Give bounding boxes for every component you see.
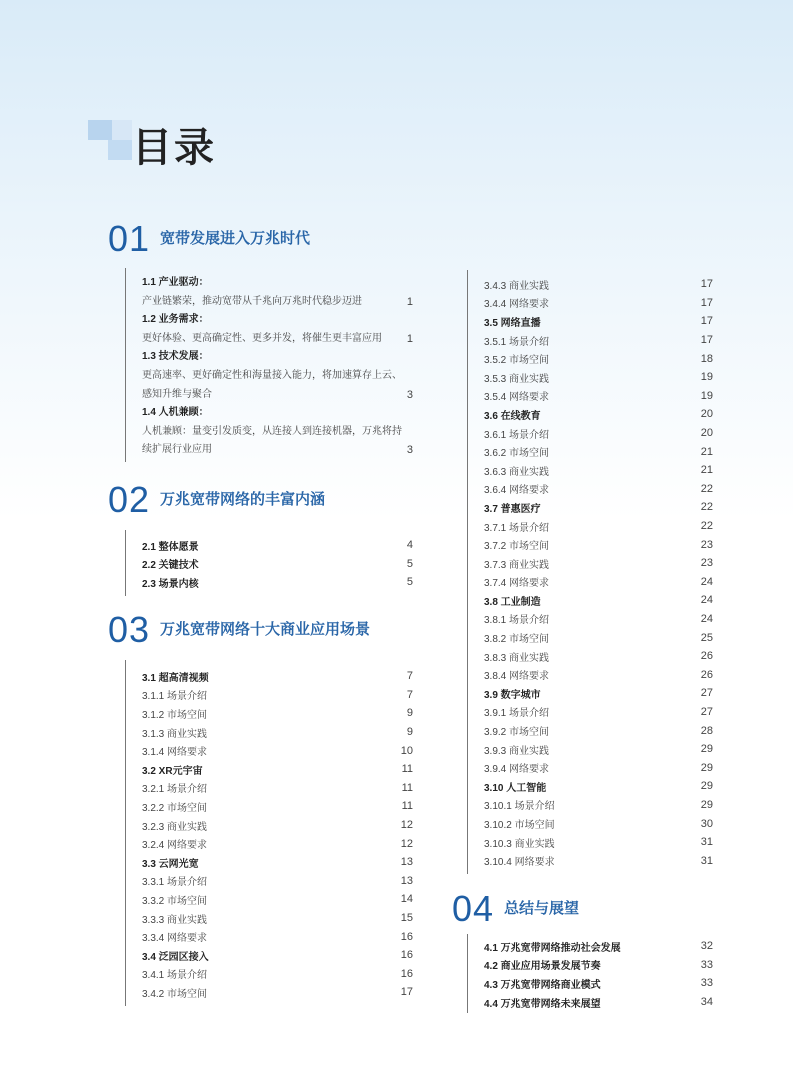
toc-entry-major[interactable] [142, 573, 413, 592]
toc-entry-label: 3.4.4 网络要求 [484, 299, 550, 311]
toc-page-number: 22 [700, 501, 713, 514]
toc-entry[interactable] [484, 517, 713, 536]
toc-entry[interactable] [484, 758, 713, 777]
toc-entry-label: 3.3.2 市场空间 [142, 895, 208, 907]
toc-page-number: 22 [700, 482, 713, 495]
toc-entry-label: 3.7.2 市场空间 [484, 541, 550, 553]
toc-page-number: 13 [400, 874, 413, 887]
section-02-header [108, 479, 325, 521]
toc-page-number: 27 [700, 687, 713, 700]
toc-entry-label: 3.8.2 市场空间 [484, 634, 550, 646]
toc-entry[interactable] [142, 779, 413, 798]
toc-entry[interactable] [484, 461, 713, 480]
toc-entry-description-row [142, 423, 413, 460]
toc-entry-label: 3.6.4 网络要求 [484, 485, 550, 497]
toc-entry-label: 3.10.3 商业实践 [484, 838, 555, 850]
toc-page-number: 11 [401, 781, 413, 794]
toc-entry-label: 4.2 商业应用场景发展节奏 [484, 961, 601, 973]
toc-entry[interactable] [142, 965, 413, 984]
toc-entry-label: 2.3 场景内核 [142, 578, 199, 590]
toc-entry-label: 3.7.1 场景介绍 [484, 522, 550, 534]
section-number: 04 [452, 888, 495, 929]
toc-entry-label: 3.1.2 市场空间 [142, 709, 208, 721]
toc-page-number: 34 [700, 996, 713, 1009]
toc-entry-label: 3.8.4 网络要求 [484, 671, 550, 683]
toc-entry-label: 3.4.2 市场空间 [142, 988, 208, 1000]
toc-entry-description-row [142, 330, 413, 349]
section-title: 万兆宽带网络十大商业应用场景 [160, 621, 371, 638]
toc-entry-label: 3.10.4 网络要求 [484, 857, 555, 869]
section-number: 02 [108, 479, 151, 520]
toc-page-number: 23 [700, 538, 713, 551]
toc-page-number: 20 [700, 408, 713, 421]
toc-entry-major[interactable] [142, 555, 413, 574]
toc-entry-label: 3.7.3 商业实践 [484, 559, 550, 571]
toc-section-03-left [125, 660, 413, 1006]
toc-entry[interactable] [484, 721, 713, 740]
toc-page-number: 29 [700, 743, 713, 756]
toc-entry-major[interactable] [484, 993, 713, 1012]
toc-entry[interactable] [142, 797, 413, 816]
toc-entry[interactable] [142, 872, 413, 891]
toc-page-number: 32 [700, 940, 713, 953]
decor-square [112, 120, 132, 140]
toc-entry-label: 3.1.4 网络要求 [142, 747, 208, 759]
toc-entry-label: 3.9.3 商业实践 [484, 745, 550, 757]
toc-entry-major[interactable] [484, 312, 713, 331]
toc-entry[interactable] [484, 740, 713, 759]
toc-page-number: 3 [406, 444, 413, 457]
toc-entry-label: 3.2.4 网络要求 [142, 840, 208, 852]
toc-section-02 [125, 530, 413, 596]
toc-page-number: 16 [400, 949, 413, 962]
toc-page-number: 17 [700, 278, 713, 291]
toc-entry-label: 3.8.3 商业实践 [484, 652, 550, 664]
section-01-header [108, 218, 310, 260]
section-title: 万兆宽带网络的丰富内涵 [160, 491, 326, 508]
toc-entry-label: 2.2 关键技术 [142, 560, 199, 572]
toc-entry-label: 3.6 在线教育 [484, 410, 541, 422]
toc-entry-label: 3.10.2 市场空间 [484, 820, 555, 832]
toc-entry-label: 3.9.1 场景介绍 [484, 708, 550, 720]
toc-page-number: 7 [406, 670, 413, 683]
toc-entry-label: 3.10.1 场景介绍 [484, 801, 555, 813]
toc-section-01 [125, 268, 413, 462]
toc-page-number: 31 [700, 854, 713, 867]
toc-entry[interactable] [142, 723, 413, 742]
toc-page-number: 1 [406, 295, 413, 308]
toc-entry[interactable] [142, 834, 413, 853]
toc-entry[interactable] [484, 331, 713, 350]
toc-page-number: 29 [700, 761, 713, 774]
toc-entry-description-row [142, 367, 413, 404]
section-03-header [108, 609, 370, 651]
toc-section-03-right [467, 270, 713, 874]
toc-page-number: 16 [400, 930, 413, 943]
toc-entry[interactable] [484, 275, 713, 294]
section-title: 总结与展望 [504, 900, 580, 917]
toc-entry-label: 3.2 XR元宇宙 [142, 765, 203, 777]
toc-page-number: 10 [400, 744, 413, 757]
decor-square [88, 120, 112, 140]
toc-entry-heading: 1.2 业务需求： [142, 314, 209, 326]
decor-square [108, 140, 132, 160]
toc-entry[interactable] [484, 387, 713, 406]
toc-entry-major[interactable] [484, 684, 713, 703]
toc-page-number: 21 [700, 464, 713, 477]
toc-entry[interactable] [142, 704, 413, 723]
toc-entry-label: 3.2.3 商业实践 [142, 821, 208, 833]
toc-entry-label: 4.1 万兆宽带网络推动社会发展 [484, 942, 621, 954]
toc-entry-label: 3.3 云网光宽 [142, 858, 199, 870]
toc-page-number: 11 [401, 763, 413, 776]
toc-entry-label: 3.3.3 商业实践 [142, 914, 208, 926]
toc-page-number: 19 [700, 389, 713, 402]
toc-page-number: 13 [400, 856, 413, 869]
toc-page-number: 21 [700, 445, 713, 458]
toc-entry-major[interactable] [142, 667, 413, 686]
toc-entry-label: 3.10 人工智能 [484, 782, 547, 794]
section-number: 03 [108, 609, 151, 650]
toc-entry-label: 3.9.2 市场空间 [484, 727, 550, 739]
toc-page-number: 7 [406, 688, 413, 701]
toc-entry-major[interactable] [142, 853, 413, 872]
toc-page-number: 29 [700, 780, 713, 793]
toc-entry-label: 4.3 万兆宽带网络商业模式 [484, 979, 601, 991]
toc-entry[interactable] [484, 851, 713, 870]
toc-page-number: 5 [406, 576, 413, 589]
toc-page-number: 29 [700, 798, 713, 811]
toc-entry-major[interactable] [484, 956, 713, 975]
toc-entry-label: 3.1 超高清视频 [142, 672, 209, 684]
toc-entry-label: 3.6.1 场景介绍 [484, 429, 550, 441]
toc-entry[interactable] [142, 311, 413, 348]
toc-page-number: 14 [400, 893, 413, 906]
toc-entry[interactable] [484, 442, 713, 461]
toc-entry[interactable] [484, 665, 713, 684]
toc-entry[interactable] [484, 424, 713, 443]
section-number: 01 [108, 218, 151, 259]
toc-page-number: 24 [700, 612, 713, 625]
toc-page-number: 18 [700, 352, 713, 365]
section-title: 宽带发展进入万兆时代 [160, 230, 311, 247]
toc-page-number: 26 [700, 668, 713, 681]
toc-entry[interactable] [142, 686, 413, 705]
toc-entry[interactable] [484, 554, 713, 573]
toc-entry-description-row [142, 293, 413, 312]
toc-page-number: 9 [406, 707, 413, 720]
toc-entry[interactable] [484, 349, 713, 368]
toc-entry[interactable] [484, 294, 713, 313]
toc-entry-major[interactable] [484, 591, 713, 610]
page-title: 目录 [132, 125, 216, 171]
toc-entry-description: 更高速率、更好确定性和海量接入能力，将加速算存上云、感知升维与聚合 [142, 369, 402, 400]
toc-page-number: 19 [700, 371, 713, 384]
toc-entry-description: 产业链繁荣，推动宽带从千兆向万兆时代稳步迈进 [142, 295, 362, 307]
toc-entry-label: 4.4 万兆宽带网络未来展望 [484, 998, 601, 1010]
toc-entry[interactable] [142, 274, 413, 311]
toc-entry-label: 3.4 泛园区接入 [142, 951, 209, 963]
toc-page-number: 17 [700, 334, 713, 347]
toc-page-number: 16 [400, 967, 413, 980]
toc-entry-label: 3.6.2 市场空间 [484, 448, 550, 460]
toc-entry-label: 3.8 工业制造 [484, 596, 541, 608]
toc-entry-description: 人机兼顾：量变引发质变，从连接人到连接机器，万兆将持续扩展行业应用 [142, 425, 402, 456]
toc-entry-description: 更好体验、更高确定性、更多并发，将催生更丰富应用 [142, 332, 382, 344]
toc-entry[interactable] [142, 927, 413, 946]
toc-entry[interactable] [484, 610, 713, 629]
toc-entry-label: 3.6.3 商业实践 [484, 466, 550, 478]
toc-entry[interactable] [484, 647, 713, 666]
toc-entry-label: 3.5.1 场景介绍 [484, 336, 550, 348]
toc-entry-heading: 1.1 产业驱动： [142, 277, 209, 288]
toc-page-number: 17 [700, 296, 713, 309]
toc-entry[interactable] [484, 368, 713, 387]
toc-entry-label: 3.5.2 市场空间 [484, 355, 550, 367]
toc-entry[interactable] [484, 480, 713, 499]
toc-entry-heading: 1.4 人机兼顾： [142, 407, 209, 419]
toc-entry-label: 3.7 普惠医疗 [484, 503, 541, 515]
toc-entry-label: 3.9.4 网络要求 [484, 764, 550, 776]
toc-page-number: 28 [700, 724, 713, 737]
toc-entry-major[interactable] [484, 937, 713, 956]
toc-page-number: 24 [700, 594, 713, 607]
toc-entry[interactable] [484, 703, 713, 722]
toc-entry-major[interactable] [142, 760, 413, 779]
toc-entry-label: 3.1.1 场景介绍 [142, 691, 208, 703]
toc-page-number: 5 [406, 557, 413, 570]
toc-entry[interactable] [484, 535, 713, 554]
toc-page-number: 9 [406, 726, 413, 739]
toc-entry[interactable] [484, 814, 713, 833]
toc-entry-label: 3.7.4 网络要求 [484, 578, 550, 590]
toc-entry-major[interactable] [142, 536, 413, 555]
toc-entry[interactable] [484, 573, 713, 592]
toc-entry-major[interactable] [484, 777, 713, 796]
toc-page-number: 1 [406, 332, 413, 345]
toc-entry-major[interactable] [484, 498, 713, 517]
toc-page-number: 15 [400, 912, 413, 925]
toc-page-number: 27 [700, 705, 713, 718]
toc-entry-major[interactable] [142, 946, 413, 965]
toc-entry-label: 3.3.1 场景介绍 [142, 877, 208, 889]
toc-entry-label: 3.8.1 场景介绍 [484, 615, 550, 627]
toc-entry-label: 2.1 整体愿景 [142, 541, 199, 553]
toc-page-number: 33 [700, 977, 713, 990]
toc-page-number: 30 [700, 817, 713, 830]
toc-page-number: 26 [700, 650, 713, 663]
toc-entry-label: 3.4.3 商业实践 [484, 280, 550, 292]
toc-page-number: 23 [700, 557, 713, 570]
toc-entry[interactable] [142, 890, 413, 909]
toc-entry-label: 3.2.1 场景介绍 [142, 784, 208, 796]
toc-page-number: 20 [700, 427, 713, 440]
toc-entry-label: 3.5.3 商业实践 [484, 373, 550, 385]
toc-entry-label: 3.4.1 场景介绍 [142, 970, 208, 982]
toc-page-number: 24 [700, 575, 713, 588]
toc-page-number: 4 [406, 539, 413, 552]
toc-entry-label: 3.9 数字城市 [484, 689, 541, 701]
toc-entry-label: 3.5.4 网络要求 [484, 392, 550, 404]
toc-entry[interactable] [142, 983, 413, 1002]
page-title-block [88, 120, 288, 171]
toc-page-number: 11 [401, 800, 413, 813]
toc-entry-heading: 1.3 技术发展： [142, 351, 209, 363]
toc-entry[interactable] [484, 833, 713, 852]
toc-page-number: 12 [400, 819, 413, 832]
toc-entry-label: 3.5 网络直播 [484, 317, 541, 329]
toc-page-number: 3 [406, 388, 413, 401]
toc-page-number: 31 [700, 836, 713, 849]
toc-entry-label: 3.3.4 网络要求 [142, 933, 208, 945]
toc-page-number: 12 [400, 837, 413, 850]
toc-entry[interactable] [142, 909, 413, 928]
toc-entry-label: 3.1.3 商业实践 [142, 728, 208, 740]
toc-page-number: 25 [700, 631, 713, 644]
toc-page-number: 22 [700, 520, 713, 533]
toc-page-number: 17 [400, 986, 413, 999]
toc-page-number: 33 [700, 958, 713, 971]
toc-entry-major[interactable] [484, 974, 713, 993]
toc-entry[interactable] [142, 348, 413, 404]
toc-entry[interactable] [484, 796, 713, 815]
toc-entry-major[interactable] [484, 405, 713, 424]
toc-entry[interactable] [142, 816, 413, 835]
toc-entry[interactable] [142, 404, 413, 460]
toc-section-04 [467, 934, 713, 1013]
toc-entry[interactable] [142, 741, 413, 760]
toc-page-number: 17 [700, 315, 713, 328]
toc-entry[interactable] [484, 628, 713, 647]
toc-entry-label: 3.2.2 市场空间 [142, 802, 208, 814]
section-04-header [452, 888, 579, 930]
